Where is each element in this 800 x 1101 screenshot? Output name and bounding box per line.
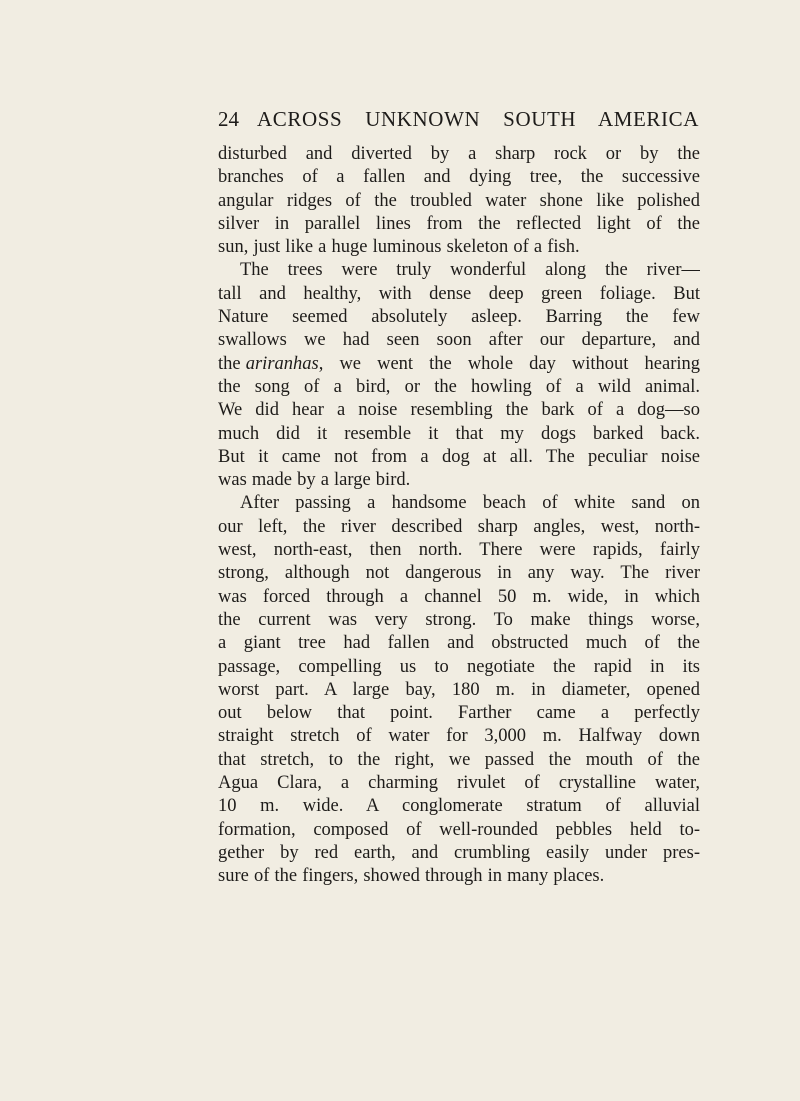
text-line: sun, just like a huge luminous skeleton of a fish. xyxy=(218,237,580,258)
text-line: west, north-east, then north. There were rapids, fairly xyxy=(218,540,700,561)
page-number: 24 xyxy=(218,107,239,131)
text-segment: , we went the whole day without hearing xyxy=(318,353,700,374)
text-line: sure of the fingers, showed through in many places. xyxy=(218,866,605,887)
text-line: 10 m. wide. A conglomerate stratum of alluvial xyxy=(218,796,700,817)
running-title: ACROSS UNKNOWN SOUTH AMERICA xyxy=(257,107,699,131)
text-line: The trees were truly wonderful along the river— xyxy=(240,260,700,281)
text-line: worst part. A large bay, 180 m. in diameter, opened xyxy=(218,679,700,700)
text-line: straight stretch of water for 3,000 m. Halfway down xyxy=(218,726,700,747)
text-line: out below that point. Farther came a perfectly xyxy=(218,703,700,724)
text-line: passage, compelling us to negotiate the rapid in its xyxy=(218,656,700,677)
text-line: disturbed and diverted by a sharp rock or by the xyxy=(218,144,700,164)
text-line: that stretch, to the right, we passed the mouth of the xyxy=(218,749,700,770)
text-line: much did it resemble it that my dogs barked back. xyxy=(218,423,700,444)
text-line: formation, composed of well-rounded pebbles held to- xyxy=(218,819,700,840)
text-line: was made by a large bird. xyxy=(218,470,411,491)
running-header xyxy=(218,106,699,132)
text-line: branches of a fallen and dying tree, the successive xyxy=(218,167,700,188)
text-line: swallows we had seen soon after our departure, and xyxy=(218,330,700,351)
text-line: the current was very strong. To make things worse, xyxy=(218,609,700,630)
text-line: Nature seemed absolutely asleep. Barring the few xyxy=(218,307,700,328)
text-line: silver in parallel lines from the reflected light of the xyxy=(218,213,700,234)
italic-term: ariranhas xyxy=(245,353,319,374)
text-line: But it came not from a dog at all. The peculiar noise xyxy=(218,446,700,467)
text-line: was forced through a channel 50 m. wide, in which xyxy=(218,586,700,607)
text-segment: the xyxy=(218,353,246,374)
text-line: strong, although not dangerous in any way. The river xyxy=(218,563,700,584)
text-line: We did hear a noise resembling the bark of a dog—so xyxy=(218,400,700,421)
text-line xyxy=(218,353,700,376)
text-line: angular ridges of the troubled water shone like polished xyxy=(218,190,700,211)
text-line: tall and healthy, with dense deep green foliage. But xyxy=(218,283,700,304)
text-line: our left, the river described sharp angles, west, north- xyxy=(218,516,700,537)
text-line: Agua Clara, a charming rivulet of crystalline water, xyxy=(218,773,700,794)
text-line: After passing a handsome beach of white sand on xyxy=(240,493,700,514)
text-line: gether by red earth, and crumbling easily under pres- xyxy=(218,842,700,863)
body-text xyxy=(218,143,700,889)
text-line: a giant tree had fallen and obstructed much of the xyxy=(218,633,700,654)
text-line: the song of a bird, or the howling of a wild animal. xyxy=(218,376,700,397)
